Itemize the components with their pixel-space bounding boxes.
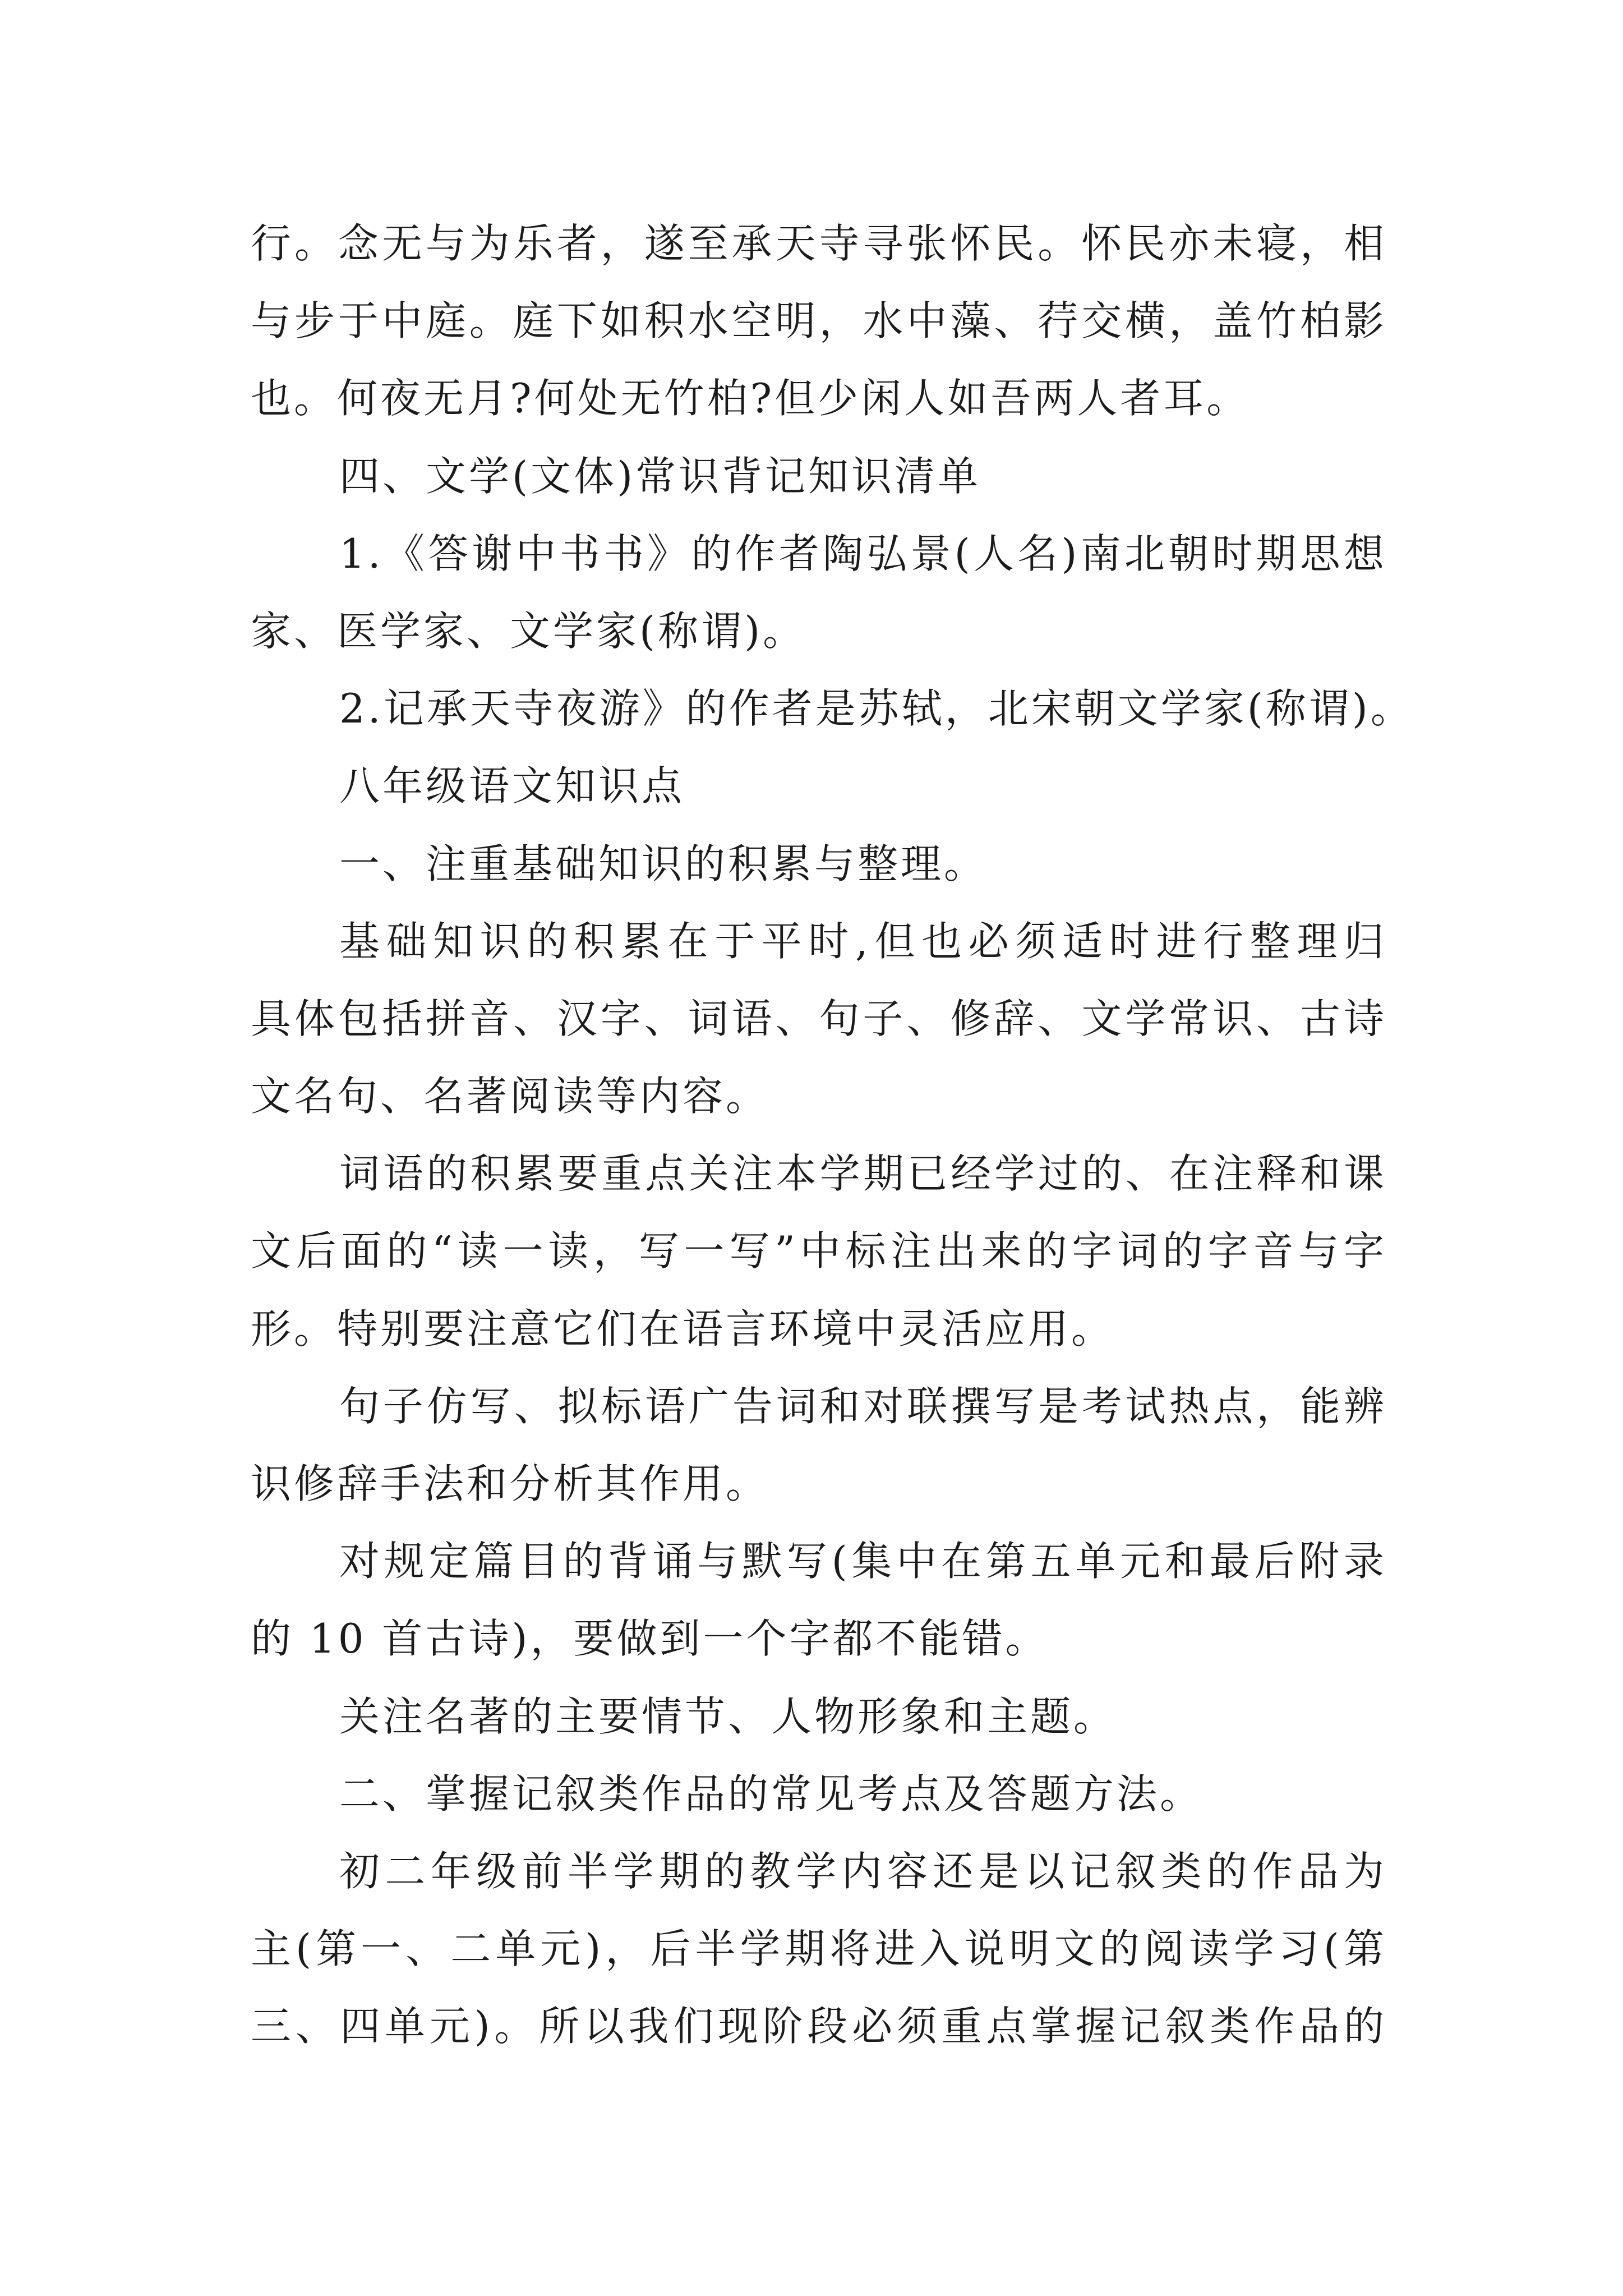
text-line: 词语的积累要重点关注本学期已经学过的、在注释和课 [339,1150,1387,1198]
paragraph [251,515,1387,670]
paragraph [251,903,1387,1135]
text-line: 家、医学家、文学家(称谓)。 [251,607,806,655]
paragraph [251,1678,1387,1755]
text-line: 具体包括拼音、汉字、词语、句子、修辞、文学常识、古诗 [251,995,1387,1042]
text-line: 也。何夜无月?何处无竹柏?但少闲人如吾两人者耳。 [251,375,1250,422]
text-line: 一、注重基础知识的积累与整理。 [339,840,988,887]
text-line: 句子仿写、拟标语广告词和对联撰写是考试热点，能辨 [339,1382,1387,1430]
text-line: 1.《答谢中书书》的作者陶弘景(人名)南北朝时期思想 [339,530,1387,577]
text-line: 2.记承天寺夜游》的作者是苏轼，北宋朝文学家(称谓)。 [339,685,1414,733]
text-line: 四、文学(文体)常识背记知识清单 [339,452,981,500]
text-line: 三、四单元)。所以我们现阶段必须重点掌握记叙类作品的 [251,2003,1387,2050]
paragraph [251,670,1414,747]
paragraph [251,1522,1387,1677]
text-line: 基础知识的积累在于平时,但也必须适时进行整理归 [339,917,1387,965]
text-line: 形。特别要注意它们在语言环境中灵活应用。 [251,1305,1115,1352]
text-line: 二、掌握记叙类作品的常见考点及答题方法。 [339,1770,1204,1818]
text-line: 关注名著的主要情节、人物形象和主题。 [339,1692,1117,1740]
text-line: 的 10 首古诗)，要做到一个字都不能错。 [251,1615,1049,1663]
paragraph [251,1368,1387,1522]
paragraph [251,1135,1387,1368]
paragraph [251,205,1387,438]
text-line: 初二年级前半学期的教学内容还是以记叙类的作品为 [339,1847,1387,1895]
paragraph [251,1833,1387,2065]
text-line: 对规定篇目的背诵与默写(集中在第五单元和最后附录 [339,1538,1387,1585]
section-heading [251,747,1387,825]
section-heading [251,438,1387,515]
text-line: 主(第一、二单元)，后半学期将进入说明文的阅读学习(第 [251,1925,1387,1973]
body-text [251,205,1414,2065]
text-line: 与步于中庭。庭下如积水空明，水中藻、荇交横，盖竹柏影 [251,297,1387,345]
text-line: 文名句、名著阅读等内容。 [251,1073,769,1120]
section-heading [251,825,1387,903]
text-line: 八年级语文知识点 [339,762,685,810]
text-line: 识修辞手法和分析其作用。 [251,1460,769,1507]
text-line: 行。念无与为乐者，遂至承天寺寻张怀民。怀民亦未寝，相 [251,220,1387,267]
section-heading [251,1755,1387,1833]
text-line: 文后面的“读一读，写一写”中标注出来的字词的字音与字 [251,1227,1387,1275]
